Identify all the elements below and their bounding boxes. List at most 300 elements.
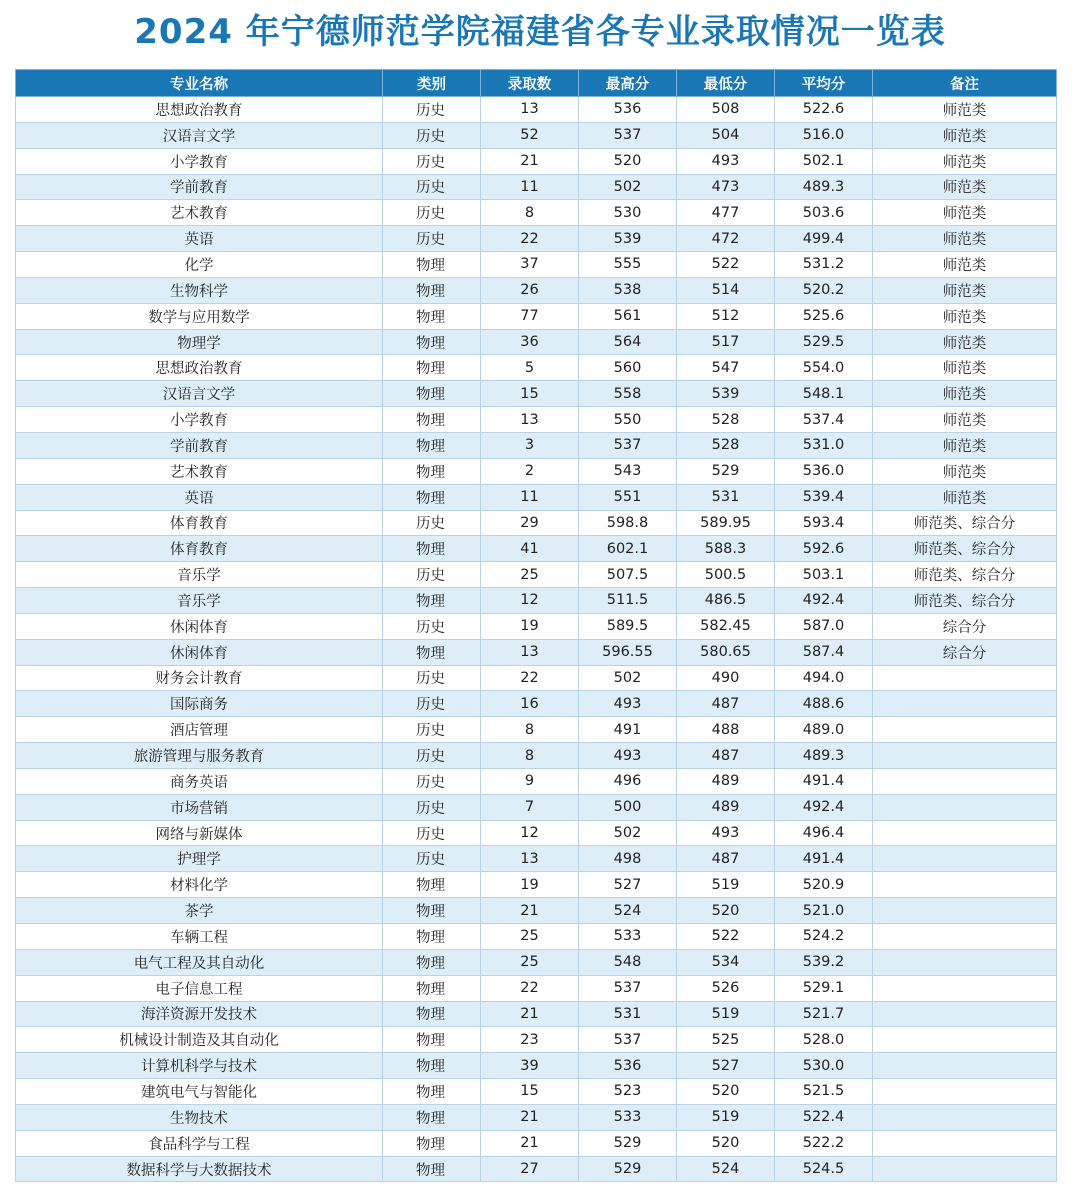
avg-score-cell: 528.0 xyxy=(775,1027,873,1053)
major-cell: 体育教育 xyxy=(16,510,383,536)
table-row xyxy=(16,846,1057,872)
min-score-cell: 524 xyxy=(677,1156,775,1182)
table-row xyxy=(16,768,1057,794)
min-score-cell: 473 xyxy=(677,174,775,200)
remarks-cell xyxy=(873,794,1057,820)
category-cell: 物理 xyxy=(383,1001,481,1027)
table-row xyxy=(16,975,1057,1001)
table-row xyxy=(16,1001,1057,1027)
category-cell: 历史 xyxy=(383,562,481,588)
major-cell: 酒店管理 xyxy=(16,717,383,743)
max-score-cell: 502 xyxy=(579,820,677,846)
admitted-cell: 21 xyxy=(481,898,579,924)
min-score-cell: 487 xyxy=(677,691,775,717)
avg-score-cell: 489.3 xyxy=(775,743,873,769)
category-cell: 物理 xyxy=(383,536,481,562)
table-row xyxy=(16,1104,1057,1130)
major-cell: 数学与应用数学 xyxy=(16,303,383,329)
admitted-cell: 11 xyxy=(481,484,579,510)
max-score-cell: 502 xyxy=(579,174,677,200)
remarks-cell: 师范类 xyxy=(873,355,1057,381)
min-score-cell: 527 xyxy=(677,1053,775,1079)
header-category: 类别 xyxy=(383,70,481,97)
avg-score-cell: 491.4 xyxy=(775,768,873,794)
admitted-cell: 13 xyxy=(481,639,579,665)
min-score-cell: 582.45 xyxy=(677,613,775,639)
avg-score-cell: 592.6 xyxy=(775,536,873,562)
major-cell: 电子信息工程 xyxy=(16,975,383,1001)
admitted-cell: 12 xyxy=(481,820,579,846)
max-score-cell: 598.8 xyxy=(579,510,677,536)
table-header-row xyxy=(16,70,1057,97)
admitted-cell: 15 xyxy=(481,1079,579,1105)
avg-score-cell: 554.0 xyxy=(775,355,873,381)
min-score-cell: 525 xyxy=(677,1027,775,1053)
table-row xyxy=(16,743,1057,769)
avg-score-cell: 521.5 xyxy=(775,1079,873,1105)
table-row xyxy=(16,148,1057,174)
min-score-cell: 531 xyxy=(677,484,775,510)
min-score-cell: 534 xyxy=(677,949,775,975)
remarks-cell xyxy=(873,691,1057,717)
category-cell: 历史 xyxy=(383,665,481,691)
table-row xyxy=(16,588,1057,614)
remarks-cell: 师范类 xyxy=(873,148,1057,174)
min-score-cell: 493 xyxy=(677,148,775,174)
avg-score-cell: 531.0 xyxy=(775,432,873,458)
major-cell: 休闲体育 xyxy=(16,613,383,639)
min-score-cell: 519 xyxy=(677,872,775,898)
table-body xyxy=(16,97,1057,1182)
category-cell: 物理 xyxy=(383,588,481,614)
max-score-cell: 527 xyxy=(579,872,677,898)
remarks-cell xyxy=(873,1130,1057,1156)
max-score-cell: 538 xyxy=(579,277,677,303)
remarks-cell xyxy=(873,820,1057,846)
category-cell: 物理 xyxy=(383,303,481,329)
table-row xyxy=(16,329,1057,355)
category-cell: 物理 xyxy=(383,252,481,278)
admitted-cell: 39 xyxy=(481,1053,579,1079)
major-cell: 商务英语 xyxy=(16,768,383,794)
remarks-cell xyxy=(873,1053,1057,1079)
max-score-cell: 507.5 xyxy=(579,562,677,588)
remarks-cell: 师范类、综合分 xyxy=(873,588,1057,614)
major-cell: 网络与新媒体 xyxy=(16,820,383,846)
major-cell: 茶学 xyxy=(16,898,383,924)
admitted-cell: 23 xyxy=(481,1027,579,1053)
table-row xyxy=(16,1156,1057,1182)
min-score-cell: 488 xyxy=(677,717,775,743)
avg-score-cell: 522.2 xyxy=(775,1130,873,1156)
major-cell: 计算机科学与技术 xyxy=(16,1053,383,1079)
category-cell: 历史 xyxy=(383,691,481,717)
min-score-cell: 522 xyxy=(677,924,775,950)
major-cell: 休闲体育 xyxy=(16,639,383,665)
max-score-cell: 524 xyxy=(579,898,677,924)
max-score-cell: 511.5 xyxy=(579,588,677,614)
admitted-cell: 12 xyxy=(481,588,579,614)
admitted-cell: 13 xyxy=(481,846,579,872)
table-row xyxy=(16,122,1057,148)
min-score-cell: 522 xyxy=(677,252,775,278)
avg-score-cell: 524.5 xyxy=(775,1156,873,1182)
min-score-cell: 490 xyxy=(677,665,775,691)
remarks-cell: 师范类 xyxy=(873,252,1057,278)
avg-score-cell: 529.5 xyxy=(775,329,873,355)
max-score-cell: 555 xyxy=(579,252,677,278)
min-score-cell: 486.5 xyxy=(677,588,775,614)
table-row xyxy=(16,200,1057,226)
admitted-cell: 21 xyxy=(481,1104,579,1130)
avg-score-cell: 494.0 xyxy=(775,665,873,691)
max-score-cell: 529 xyxy=(579,1130,677,1156)
min-score-cell: 472 xyxy=(677,226,775,252)
major-cell: 车辆工程 xyxy=(16,924,383,950)
max-score-cell: 596.55 xyxy=(579,639,677,665)
remarks-cell: 师范类、综合分 xyxy=(873,536,1057,562)
major-cell: 学前教育 xyxy=(16,432,383,458)
table-row xyxy=(16,949,1057,975)
admitted-cell: 8 xyxy=(481,200,579,226)
page-title: 2024 年宁德师范学院福建省各专业录取情况一览表 xyxy=(134,11,946,52)
remarks-cell xyxy=(873,898,1057,924)
avg-score-cell: 492.4 xyxy=(775,794,873,820)
max-score-cell: 536 xyxy=(579,97,677,123)
remarks-cell: 师范类 xyxy=(873,432,1057,458)
avg-score-cell: 520.2 xyxy=(775,277,873,303)
admitted-cell: 21 xyxy=(481,1130,579,1156)
min-score-cell: 580.65 xyxy=(677,639,775,665)
major-cell: 小学教育 xyxy=(16,407,383,433)
major-cell: 艺术教育 xyxy=(16,458,383,484)
table-row xyxy=(16,898,1057,924)
table-row xyxy=(16,1053,1057,1079)
category-cell: 物理 xyxy=(383,329,481,355)
max-score-cell: 558 xyxy=(579,381,677,407)
remarks-cell: 师范类 xyxy=(873,407,1057,433)
table-row xyxy=(16,536,1057,562)
max-score-cell: 491 xyxy=(579,717,677,743)
avg-score-cell: 593.4 xyxy=(775,510,873,536)
table-row xyxy=(16,613,1057,639)
major-cell: 护理学 xyxy=(16,846,383,872)
remarks-cell: 师范类 xyxy=(873,226,1057,252)
major-cell: 海洋资源开发技术 xyxy=(16,1001,383,1027)
header-avg-score: 平均分 xyxy=(775,70,873,97)
category-cell: 物理 xyxy=(383,432,481,458)
remarks-cell: 师范类 xyxy=(873,329,1057,355)
remarks-cell xyxy=(873,743,1057,769)
table-row xyxy=(16,303,1057,329)
table-row xyxy=(16,97,1057,123)
category-cell: 历史 xyxy=(383,768,481,794)
table-row xyxy=(16,691,1057,717)
min-score-cell: 500.5 xyxy=(677,562,775,588)
max-score-cell: 529 xyxy=(579,1156,677,1182)
min-score-cell: 487 xyxy=(677,846,775,872)
major-cell: 建筑电气与智能化 xyxy=(16,1079,383,1105)
avg-score-cell: 536.0 xyxy=(775,458,873,484)
table-row xyxy=(16,1079,1057,1105)
remarks-cell: 师范类 xyxy=(873,174,1057,200)
table-row xyxy=(16,174,1057,200)
avg-score-cell: 496.4 xyxy=(775,820,873,846)
remarks-cell xyxy=(873,846,1057,872)
major-cell: 数据科学与大数据技术 xyxy=(16,1156,383,1182)
remarks-cell xyxy=(873,768,1057,794)
major-cell: 汉语言文学 xyxy=(16,381,383,407)
category-cell: 物理 xyxy=(383,381,481,407)
category-cell: 物理 xyxy=(383,1079,481,1105)
max-score-cell: 493 xyxy=(579,691,677,717)
avg-score-cell: 503.6 xyxy=(775,200,873,226)
admitted-cell: 19 xyxy=(481,613,579,639)
avg-score-cell: 531.2 xyxy=(775,252,873,278)
category-cell: 物理 xyxy=(383,355,481,381)
major-cell: 生物技术 xyxy=(16,1104,383,1130)
admitted-cell: 13 xyxy=(481,407,579,433)
max-score-cell: 539 xyxy=(579,226,677,252)
table-row xyxy=(16,1027,1057,1053)
major-cell: 旅游管理与服务教育 xyxy=(16,743,383,769)
admitted-cell: 26 xyxy=(481,277,579,303)
avg-score-cell: 489.3 xyxy=(775,174,873,200)
major-cell: 机械设计制造及其自动化 xyxy=(16,1027,383,1053)
max-score-cell: 537 xyxy=(579,432,677,458)
category-cell: 物理 xyxy=(383,949,481,975)
table-row xyxy=(16,872,1057,898)
admitted-cell: 77 xyxy=(481,303,579,329)
max-score-cell: 500 xyxy=(579,794,677,820)
admitted-cell: 21 xyxy=(481,1001,579,1027)
table-row xyxy=(16,432,1057,458)
avg-score-cell: 521.7 xyxy=(775,1001,873,1027)
avg-score-cell: 548.1 xyxy=(775,381,873,407)
category-cell: 历史 xyxy=(383,122,481,148)
header-major: 专业名称 xyxy=(16,70,383,97)
major-cell: 体育教育 xyxy=(16,536,383,562)
remarks-cell xyxy=(873,872,1057,898)
remarks-cell xyxy=(873,1079,1057,1105)
admission-table xyxy=(15,69,1057,1182)
min-score-cell: 528 xyxy=(677,432,775,458)
major-cell: 小学教育 xyxy=(16,148,383,174)
major-cell: 汉语言文学 xyxy=(16,122,383,148)
remarks-cell xyxy=(873,1156,1057,1182)
major-cell: 生物科学 xyxy=(16,277,383,303)
category-cell: 物理 xyxy=(383,458,481,484)
max-score-cell: 537 xyxy=(579,975,677,1001)
avg-score-cell: 524.2 xyxy=(775,924,873,950)
major-cell: 国际商务 xyxy=(16,691,383,717)
avg-score-cell: 587.0 xyxy=(775,613,873,639)
min-score-cell: 520 xyxy=(677,1079,775,1105)
admitted-cell: 19 xyxy=(481,872,579,898)
table-row xyxy=(16,277,1057,303)
max-score-cell: 496 xyxy=(579,768,677,794)
max-score-cell: 537 xyxy=(579,1027,677,1053)
max-score-cell: 548 xyxy=(579,949,677,975)
max-score-cell: 602.1 xyxy=(579,536,677,562)
min-score-cell: 519 xyxy=(677,1001,775,1027)
admitted-cell: 25 xyxy=(481,949,579,975)
remarks-cell xyxy=(873,949,1057,975)
admitted-cell: 25 xyxy=(481,562,579,588)
admitted-cell: 21 xyxy=(481,148,579,174)
min-score-cell: 529 xyxy=(677,458,775,484)
avg-score-cell: 489.0 xyxy=(775,717,873,743)
table-row xyxy=(16,820,1057,846)
avg-score-cell: 587.4 xyxy=(775,639,873,665)
major-cell: 思想政治教育 xyxy=(16,355,383,381)
remarks-cell xyxy=(873,665,1057,691)
header-admitted: 录取数 xyxy=(481,70,579,97)
admitted-cell: 22 xyxy=(481,975,579,1001)
min-score-cell: 539 xyxy=(677,381,775,407)
avg-score-cell: 488.6 xyxy=(775,691,873,717)
category-cell: 物理 xyxy=(383,407,481,433)
avg-score-cell: 530.0 xyxy=(775,1053,873,1079)
table-row xyxy=(16,355,1057,381)
max-score-cell: 533 xyxy=(579,924,677,950)
max-score-cell: 550 xyxy=(579,407,677,433)
category-cell: 历史 xyxy=(383,226,481,252)
min-score-cell: 520 xyxy=(677,1130,775,1156)
remarks-cell: 师范类 xyxy=(873,484,1057,510)
table-row xyxy=(16,484,1057,510)
category-cell: 历史 xyxy=(383,846,481,872)
admitted-cell: 52 xyxy=(481,122,579,148)
min-score-cell: 514 xyxy=(677,277,775,303)
avg-score-cell: 520.9 xyxy=(775,872,873,898)
table-row xyxy=(16,381,1057,407)
max-score-cell: 561 xyxy=(579,303,677,329)
min-score-cell: 526 xyxy=(677,975,775,1001)
major-cell: 化学 xyxy=(16,252,383,278)
min-score-cell: 520 xyxy=(677,898,775,924)
remarks-cell: 师范类 xyxy=(873,381,1057,407)
major-cell: 音乐学 xyxy=(16,588,383,614)
category-cell: 物理 xyxy=(383,1156,481,1182)
remarks-cell: 师范类 xyxy=(873,277,1057,303)
remarks-cell: 综合分 xyxy=(873,639,1057,665)
avg-score-cell: 537.4 xyxy=(775,407,873,433)
table-row xyxy=(16,717,1057,743)
admitted-cell: 3 xyxy=(481,432,579,458)
min-score-cell: 477 xyxy=(677,200,775,226)
avg-score-cell: 499.4 xyxy=(775,226,873,252)
max-score-cell: 498 xyxy=(579,846,677,872)
min-score-cell: 487 xyxy=(677,743,775,769)
table-row xyxy=(16,510,1057,536)
table-row xyxy=(16,226,1057,252)
remarks-cell xyxy=(873,1104,1057,1130)
max-score-cell: 537 xyxy=(579,122,677,148)
min-score-cell: 493 xyxy=(677,820,775,846)
max-score-cell: 551 xyxy=(579,484,677,510)
category-cell: 物理 xyxy=(383,924,481,950)
avg-score-cell: 522.6 xyxy=(775,97,873,123)
major-cell: 英语 xyxy=(16,484,383,510)
min-score-cell: 588.3 xyxy=(677,536,775,562)
category-cell: 历史 xyxy=(383,820,481,846)
remarks-cell xyxy=(873,1001,1057,1027)
category-cell: 历史 xyxy=(383,794,481,820)
max-score-cell: 536 xyxy=(579,1053,677,1079)
major-cell: 物理学 xyxy=(16,329,383,355)
category-cell: 物理 xyxy=(383,1053,481,1079)
table-row xyxy=(16,562,1057,588)
category-cell: 物理 xyxy=(383,639,481,665)
header-min-score: 最低分 xyxy=(677,70,775,97)
max-score-cell: 520 xyxy=(579,148,677,174)
remarks-cell: 师范类、综合分 xyxy=(873,510,1057,536)
admitted-cell: 37 xyxy=(481,252,579,278)
table-row xyxy=(16,665,1057,691)
header-remarks: 备注 xyxy=(873,70,1057,97)
category-cell: 历史 xyxy=(383,613,481,639)
avg-score-cell: 503.1 xyxy=(775,562,873,588)
remarks-cell: 师范类 xyxy=(873,458,1057,484)
admitted-cell: 7 xyxy=(481,794,579,820)
remarks-cell xyxy=(873,1027,1057,1053)
category-cell: 物理 xyxy=(383,484,481,510)
category-cell: 物理 xyxy=(383,1104,481,1130)
major-cell: 市场营销 xyxy=(16,794,383,820)
min-score-cell: 489 xyxy=(677,794,775,820)
max-score-cell: 530 xyxy=(579,200,677,226)
category-cell: 历史 xyxy=(383,148,481,174)
table-row xyxy=(16,924,1057,950)
remarks-cell: 综合分 xyxy=(873,613,1057,639)
admitted-cell: 2 xyxy=(481,458,579,484)
max-score-cell: 502 xyxy=(579,665,677,691)
avg-score-cell: 525.6 xyxy=(775,303,873,329)
admitted-cell: 8 xyxy=(481,717,579,743)
table-row xyxy=(16,1130,1057,1156)
category-cell: 历史 xyxy=(383,510,481,536)
major-cell: 食品科学与工程 xyxy=(16,1130,383,1156)
admitted-cell: 29 xyxy=(481,510,579,536)
min-score-cell: 547 xyxy=(677,355,775,381)
max-score-cell: 533 xyxy=(579,1104,677,1130)
admitted-cell: 8 xyxy=(481,743,579,769)
table-row xyxy=(16,639,1057,665)
category-cell: 物理 xyxy=(383,898,481,924)
category-cell: 物理 xyxy=(383,872,481,898)
avg-score-cell: 492.4 xyxy=(775,588,873,614)
admitted-cell: 11 xyxy=(481,174,579,200)
remarks-cell: 师范类、综合分 xyxy=(873,562,1057,588)
min-score-cell: 517 xyxy=(677,329,775,355)
admitted-cell: 16 xyxy=(481,691,579,717)
avg-score-cell: 529.1 xyxy=(775,975,873,1001)
admitted-cell: 36 xyxy=(481,329,579,355)
category-cell: 历史 xyxy=(383,717,481,743)
min-score-cell: 528 xyxy=(677,407,775,433)
max-score-cell: 543 xyxy=(579,458,677,484)
remarks-cell: 师范类 xyxy=(873,97,1057,123)
avg-score-cell: 491.4 xyxy=(775,846,873,872)
category-cell: 历史 xyxy=(383,743,481,769)
admitted-cell: 25 xyxy=(481,924,579,950)
admitted-cell: 15 xyxy=(481,381,579,407)
admitted-cell: 22 xyxy=(481,665,579,691)
major-cell: 音乐学 xyxy=(16,562,383,588)
admitted-cell: 22 xyxy=(481,226,579,252)
major-cell: 学前教育 xyxy=(16,174,383,200)
